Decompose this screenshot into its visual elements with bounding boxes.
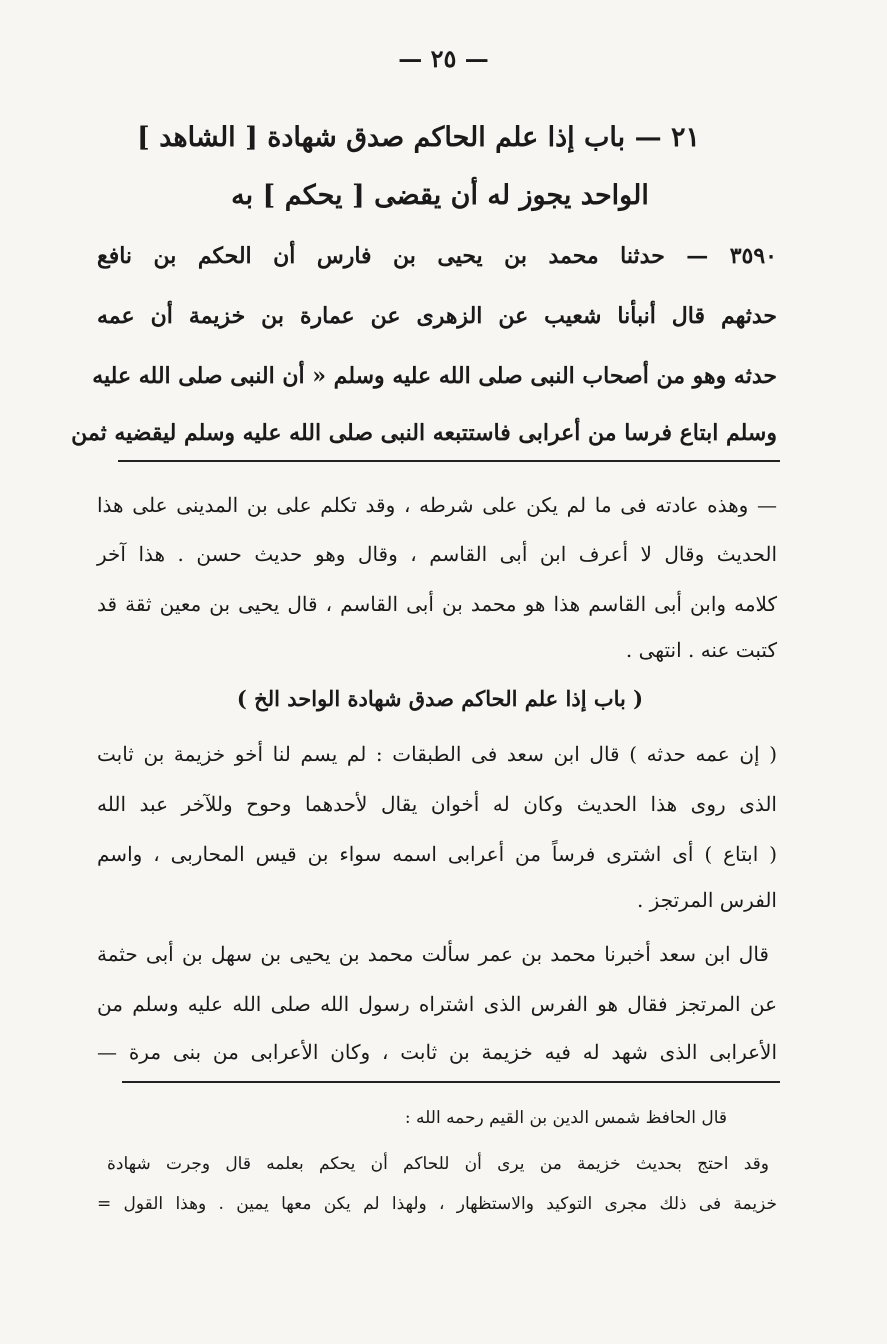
commentary-line: ( إن عمه حدثه ) قال ابن سعد فى الطبقات : لم يسم لنا أخو خزيمة بن ثابت xyxy=(97,742,777,766)
hadith-line: حدثهم قال أنبأنا شعيب عن الزهرى عن عمارة بن خزيمة أن عمه xyxy=(97,303,777,329)
footnote-divider xyxy=(122,1081,780,1083)
chapter-title-line-1: ٢١ — باب إذا علم الحاكم صدق شهادة [ الشاهد ] xyxy=(137,122,700,153)
page-number: — ٢٥ — xyxy=(398,44,489,73)
footnote-attribution: قال الحافظ شمس الدين بن القيم رحمه الله : xyxy=(404,1108,727,1128)
commentary-line: الحديث وقال لا أعرف ابن أبى القاسم ، وقال وهو حديث حسن . هذا آخر xyxy=(97,542,777,566)
commentary-heading: ( باب إذا علم الحاكم صدق شهادة الواحد الخ ) xyxy=(236,686,644,711)
hadith-line: وسلم ابتاع فرسا من أعرابى فاستتبعه النبى صلى الله عليه وسلم ليقضيه ثمن xyxy=(71,420,777,446)
commentary-line: كتبت عنه . انتهى . xyxy=(625,638,777,662)
commentary-line: الذى روى هذا الحديث وكان له أخوان يقال لأحدهما وحوح وللآخر عبد الله xyxy=(97,792,777,816)
commentary-line: — وهذه عادته فى ما لم يكن على شرطه ، وقد تكلم على بن المدينى على هذا xyxy=(97,493,777,517)
commentary-line: ( ابتاع ) أى اشترى فرساً من أعرابى اسمه سواء بن قيس المحاربى ، واسم xyxy=(97,842,777,866)
footnote-line: وقد احتج بحديث خزيمة من يرى أن للحاكم أن يحكم بعلمه قال وجرت شهادة xyxy=(107,1154,769,1174)
commentary-line: الفرس المرتجز . xyxy=(636,888,777,912)
chapter-title-line-2: الواحد يجوز له أن يقضى [ يحكم ] به xyxy=(231,180,649,211)
commentary-line: كلامه وابن أبى القاسم هذا هو محمد بن أبى القاسم ، قال يحيى بن معين ثقة قد xyxy=(97,592,777,616)
hadith-line: ٣٥٩٠ — حدثنا محمد بن يحيى بن فارس أن الحكم بن نافع xyxy=(97,243,777,269)
commentary-line: عن المرتجز فقال هو الفرس الذى اشتراه رسول الله صلى الله عليه وسلم من xyxy=(97,992,777,1016)
section-divider xyxy=(118,460,780,462)
footnote-line: خزيمة فى ذلك مجرى التوكيد والاستظهار ، ولهذا لم يكن معها يمين . وهذا القول = xyxy=(97,1194,777,1214)
hadith-line: حدثه وهو من أصحاب النبى صلى الله عليه وسلم « أن النبى صلى الله عليه xyxy=(92,363,777,389)
commentary-line: الأعرابى الذى شهد له فيه خزيمة بن ثابت ، وكان الأعرابى من بنى مرة — xyxy=(97,1040,777,1064)
commentary-line: قال ابن سعد أخبرنا محمد بن عمر سألت محمد بن يحيى بن سهل بن أبى حثمة xyxy=(97,942,769,966)
